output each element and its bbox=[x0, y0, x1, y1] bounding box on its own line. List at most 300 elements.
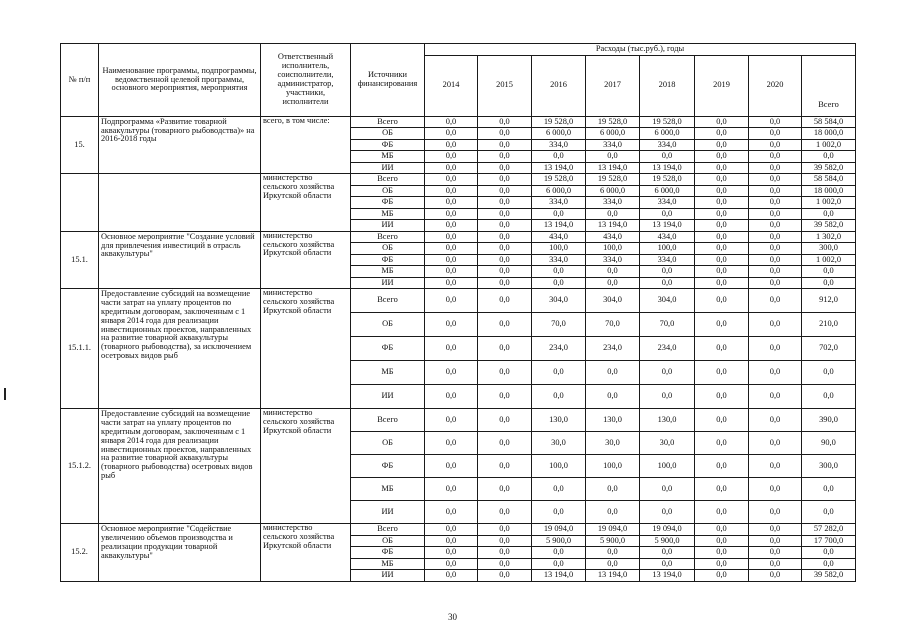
value-cell: 19 528,0 bbox=[640, 174, 695, 186]
row-title: Предоставление субсидий на возмещение части затрат на уплату процентов по кредитным договорам, заключенным с 1 января 2014 года для реализации инвестиционных проектов, направленных на развитие товарной аквакультуры (товарного рыбоводства), за исключением осетровых видов рыб bbox=[99, 289, 261, 409]
total-cell: 300,0 bbox=[802, 243, 856, 255]
value-cell: 0,0 bbox=[749, 501, 802, 524]
source-cell: ОБ bbox=[351, 185, 425, 197]
value-cell: 6 000,0 bbox=[586, 185, 640, 197]
value-cell: 0,0 bbox=[478, 254, 532, 266]
value-cell: 0,0 bbox=[425, 361, 478, 385]
value-cell: 0,0 bbox=[749, 432, 802, 455]
total-cell: 0,0 bbox=[802, 208, 856, 220]
row-number-empty bbox=[61, 174, 99, 232]
value-cell: 0,0 bbox=[478, 558, 532, 570]
value-cell: 70,0 bbox=[586, 313, 640, 337]
value-cell: 0,0 bbox=[640, 478, 695, 501]
value-cell: 0,0 bbox=[425, 478, 478, 501]
value-cell: 0,0 bbox=[695, 361, 749, 385]
value-cell: 0,0 bbox=[749, 139, 802, 151]
value-cell: 0,0 bbox=[695, 185, 749, 197]
header-source: Источники финансирования bbox=[351, 44, 425, 117]
value-cell: 0,0 bbox=[749, 116, 802, 128]
value-cell: 0,0 bbox=[586, 151, 640, 163]
value-cell: 0,0 bbox=[425, 289, 478, 313]
row-title: Предоставление субсидий на возмещение части затрат на уплату процентов по кредитным договорам, заключенным с 1 января 2014 года для реализации инвестиционных проектов, направленных на развитие товарной аквакультуры (товарного рыбоводства) осетровых видов рыб bbox=[99, 409, 261, 524]
source-cell: ФБ bbox=[351, 197, 425, 209]
total-cell: 0,0 bbox=[802, 385, 856, 409]
value-cell: 0,0 bbox=[586, 361, 640, 385]
value-cell: 0,0 bbox=[695, 208, 749, 220]
value-cell: 0,0 bbox=[425, 128, 478, 140]
value-cell: 0,0 bbox=[425, 197, 478, 209]
header-year: 2017 bbox=[586, 55, 640, 116]
value-cell: 30,0 bbox=[532, 432, 586, 455]
value-cell: 234,0 bbox=[532, 337, 586, 361]
value-cell: 0,0 bbox=[749, 185, 802, 197]
value-cell: 0,0 bbox=[695, 478, 749, 501]
value-cell: 0,0 bbox=[749, 174, 802, 186]
header-exec: Ответственный исполнитель, соисполнители, администратор, участники, исполнители bbox=[261, 44, 351, 117]
row-number: 15.1. bbox=[61, 231, 99, 289]
value-cell: 0,0 bbox=[749, 162, 802, 174]
total-cell: 1 002,0 bbox=[802, 197, 856, 209]
table-body bbox=[61, 116, 856, 581]
value-cell: 0,0 bbox=[425, 385, 478, 409]
source-cell: МБ bbox=[351, 478, 425, 501]
source-cell: Всего bbox=[351, 289, 425, 313]
value-cell: 0,0 bbox=[640, 361, 695, 385]
value-cell: 13 194,0 bbox=[532, 570, 586, 582]
total-cell: 39 582,0 bbox=[802, 570, 856, 582]
source-cell: ОБ bbox=[351, 313, 425, 337]
value-cell: 100,0 bbox=[640, 243, 695, 255]
total-cell: 57 282,0 bbox=[802, 524, 856, 536]
value-cell: 334,0 bbox=[532, 139, 586, 151]
value-cell: 0,0 bbox=[532, 558, 586, 570]
value-cell: 0,0 bbox=[478, 128, 532, 140]
total-cell: 702,0 bbox=[802, 337, 856, 361]
total-cell: 0,0 bbox=[802, 361, 856, 385]
value-cell: 0,0 bbox=[425, 455, 478, 478]
value-cell: 0,0 bbox=[425, 501, 478, 524]
total-cell: 18 000,0 bbox=[802, 185, 856, 197]
header-year: 2016 bbox=[532, 55, 586, 116]
executor-cell: министерство сельского хозяйства Иркутской области bbox=[261, 231, 351, 289]
value-cell: 0,0 bbox=[478, 277, 532, 289]
value-cell: 0,0 bbox=[695, 337, 749, 361]
value-cell: 0,0 bbox=[640, 558, 695, 570]
source-cell: ИИ bbox=[351, 501, 425, 524]
value-cell: 0,0 bbox=[640, 151, 695, 163]
value-cell: 0,0 bbox=[695, 139, 749, 151]
value-cell: 0,0 bbox=[478, 501, 532, 524]
total-cell: 0,0 bbox=[802, 478, 856, 501]
value-cell: 0,0 bbox=[586, 558, 640, 570]
table-row bbox=[61, 409, 856, 432]
value-cell: 0,0 bbox=[478, 455, 532, 478]
source-cell: ИИ bbox=[351, 162, 425, 174]
value-cell: 0,0 bbox=[640, 277, 695, 289]
source-cell: ФБ bbox=[351, 547, 425, 559]
value-cell: 0,0 bbox=[586, 547, 640, 559]
value-cell: 0,0 bbox=[695, 432, 749, 455]
source-cell: МБ bbox=[351, 361, 425, 385]
total-cell: 58 584,0 bbox=[802, 174, 856, 186]
value-cell: 0,0 bbox=[425, 220, 478, 232]
total-cell: 1 002,0 bbox=[802, 139, 856, 151]
value-cell: 0,0 bbox=[695, 151, 749, 163]
value-cell: 334,0 bbox=[532, 197, 586, 209]
value-cell: 0,0 bbox=[478, 243, 532, 255]
value-cell: 0,0 bbox=[425, 185, 478, 197]
value-cell: 0,0 bbox=[695, 385, 749, 409]
table-header bbox=[61, 44, 856, 117]
value-cell: 0,0 bbox=[586, 385, 640, 409]
source-cell: ФБ bbox=[351, 139, 425, 151]
total-cell: 210,0 bbox=[802, 313, 856, 337]
value-cell: 0,0 bbox=[749, 524, 802, 536]
value-cell: 0,0 bbox=[695, 524, 749, 536]
margin-mark bbox=[4, 388, 6, 400]
value-cell: 0,0 bbox=[425, 409, 478, 432]
value-cell: 334,0 bbox=[586, 139, 640, 151]
value-cell: 19 094,0 bbox=[586, 524, 640, 536]
value-cell: 0,0 bbox=[532, 277, 586, 289]
value-cell: 100,0 bbox=[640, 455, 695, 478]
total-cell: 1 302,0 bbox=[802, 231, 856, 243]
value-cell: 0,0 bbox=[425, 535, 478, 547]
value-cell: 0,0 bbox=[478, 337, 532, 361]
value-cell: 13 194,0 bbox=[532, 162, 586, 174]
total-cell: 0,0 bbox=[802, 501, 856, 524]
total-cell: 58 584,0 bbox=[802, 116, 856, 128]
value-cell: 0,0 bbox=[478, 432, 532, 455]
value-cell: 0,0 bbox=[695, 231, 749, 243]
source-cell: ОБ bbox=[351, 432, 425, 455]
total-cell: 390,0 bbox=[802, 409, 856, 432]
value-cell: 0,0 bbox=[425, 558, 478, 570]
value-cell: 100,0 bbox=[586, 243, 640, 255]
value-cell: 0,0 bbox=[586, 277, 640, 289]
value-cell: 0,0 bbox=[478, 174, 532, 186]
value-cell: 0,0 bbox=[478, 266, 532, 278]
value-cell: 0,0 bbox=[532, 151, 586, 163]
total-cell: 912,0 bbox=[802, 289, 856, 313]
value-cell: 19 094,0 bbox=[640, 524, 695, 536]
header-year: 2019 bbox=[695, 55, 749, 116]
source-cell: МБ bbox=[351, 208, 425, 220]
value-cell: 0,0 bbox=[749, 337, 802, 361]
row-number: 15.1.1. bbox=[61, 289, 99, 409]
table-row bbox=[61, 524, 856, 536]
value-cell: 6 000,0 bbox=[532, 128, 586, 140]
value-cell: 0,0 bbox=[478, 361, 532, 385]
header-year: 2018 bbox=[640, 55, 695, 116]
value-cell: 334,0 bbox=[640, 254, 695, 266]
source-cell: МБ bbox=[351, 151, 425, 163]
value-cell: 0,0 bbox=[749, 128, 802, 140]
total-cell: 39 582,0 bbox=[802, 162, 856, 174]
value-cell: 0,0 bbox=[695, 116, 749, 128]
header-total: Всего bbox=[802, 55, 856, 116]
value-cell: 70,0 bbox=[640, 313, 695, 337]
row-title-empty bbox=[99, 174, 261, 232]
header-name: Наименование программы, подпрограммы, ведомственной целевой программы, основного мероприятия, мероприятия bbox=[99, 44, 261, 117]
value-cell: 0,0 bbox=[695, 266, 749, 278]
header-year: 2015 bbox=[478, 55, 532, 116]
value-cell: 0,0 bbox=[640, 266, 695, 278]
value-cell: 434,0 bbox=[640, 231, 695, 243]
value-cell: 0,0 bbox=[586, 208, 640, 220]
value-cell: 0,0 bbox=[425, 116, 478, 128]
value-cell: 0,0 bbox=[749, 409, 802, 432]
value-cell: 0,0 bbox=[478, 547, 532, 559]
total-cell: 300,0 bbox=[802, 455, 856, 478]
table-row bbox=[61, 174, 856, 186]
value-cell: 434,0 bbox=[586, 231, 640, 243]
value-cell: 0,0 bbox=[586, 266, 640, 278]
value-cell: 334,0 bbox=[640, 139, 695, 151]
row-title: Основное мероприятие "Содействие увеличению объемов производства и реализации продукции товарной аквакультуры" bbox=[99, 524, 261, 582]
value-cell: 0,0 bbox=[749, 243, 802, 255]
value-cell: 0,0 bbox=[425, 570, 478, 582]
total-cell: 0,0 bbox=[802, 558, 856, 570]
source-cell: МБ bbox=[351, 266, 425, 278]
value-cell: 0,0 bbox=[425, 208, 478, 220]
value-cell: 0,0 bbox=[425, 151, 478, 163]
value-cell: 0,0 bbox=[640, 501, 695, 524]
value-cell: 0,0 bbox=[478, 220, 532, 232]
value-cell: 0,0 bbox=[695, 409, 749, 432]
source-cell: ОБ bbox=[351, 535, 425, 547]
value-cell: 0,0 bbox=[695, 197, 749, 209]
row-number: 15.2. bbox=[61, 524, 99, 582]
value-cell: 234,0 bbox=[586, 337, 640, 361]
value-cell: 0,0 bbox=[749, 547, 802, 559]
value-cell: 6 000,0 bbox=[586, 128, 640, 140]
value-cell: 0,0 bbox=[478, 139, 532, 151]
source-cell: ФБ bbox=[351, 254, 425, 266]
value-cell: 70,0 bbox=[532, 313, 586, 337]
value-cell: 0,0 bbox=[695, 570, 749, 582]
value-cell: 6 000,0 bbox=[640, 185, 695, 197]
value-cell: 0,0 bbox=[425, 231, 478, 243]
executor-cell: министерство сельского хозяйства Иркутской области bbox=[261, 409, 351, 524]
value-cell: 0,0 bbox=[478, 570, 532, 582]
value-cell: 0,0 bbox=[425, 524, 478, 536]
value-cell: 0,0 bbox=[532, 208, 586, 220]
value-cell: 19 528,0 bbox=[640, 116, 695, 128]
value-cell: 13 194,0 bbox=[586, 220, 640, 232]
value-cell: 0,0 bbox=[532, 385, 586, 409]
value-cell: 0,0 bbox=[695, 547, 749, 559]
executor-cell: министерство сельского хозяйства Иркутской области bbox=[261, 174, 351, 232]
value-cell: 13 194,0 bbox=[640, 570, 695, 582]
value-cell: 0,0 bbox=[478, 151, 532, 163]
total-cell: 0,0 bbox=[802, 277, 856, 289]
value-cell: 0,0 bbox=[425, 254, 478, 266]
value-cell: 0,0 bbox=[478, 478, 532, 501]
value-cell: 0,0 bbox=[749, 231, 802, 243]
value-cell: 19 528,0 bbox=[586, 116, 640, 128]
executor-cell: министерство сельского хозяйства Иркутской области bbox=[261, 524, 351, 582]
value-cell: 0,0 bbox=[640, 208, 695, 220]
value-cell: 0,0 bbox=[478, 313, 532, 337]
value-cell: 0,0 bbox=[749, 220, 802, 232]
value-cell: 100,0 bbox=[586, 455, 640, 478]
value-cell: 0,0 bbox=[695, 535, 749, 547]
value-cell: 0,0 bbox=[695, 313, 749, 337]
value-cell: 0,0 bbox=[425, 174, 478, 186]
row-number: 15. bbox=[61, 116, 99, 174]
value-cell: 0,0 bbox=[425, 337, 478, 361]
value-cell: 13 194,0 bbox=[640, 162, 695, 174]
value-cell: 0,0 bbox=[749, 151, 802, 163]
value-cell: 0,0 bbox=[478, 185, 532, 197]
total-cell: 0,0 bbox=[802, 547, 856, 559]
source-cell: ИИ bbox=[351, 277, 425, 289]
value-cell: 0,0 bbox=[695, 455, 749, 478]
page-number: 30 bbox=[448, 612, 457, 622]
value-cell: 0,0 bbox=[425, 547, 478, 559]
value-cell: 0,0 bbox=[425, 432, 478, 455]
value-cell: 0,0 bbox=[749, 455, 802, 478]
executor-cell: министерство сельского хозяйства Иркутской области bbox=[261, 289, 351, 409]
value-cell: 0,0 bbox=[749, 535, 802, 547]
value-cell: 13 194,0 bbox=[532, 220, 586, 232]
source-cell: Всего bbox=[351, 231, 425, 243]
value-cell: 0,0 bbox=[695, 277, 749, 289]
table-row bbox=[61, 116, 856, 128]
value-cell: 0,0 bbox=[695, 220, 749, 232]
value-cell: 30,0 bbox=[586, 432, 640, 455]
value-cell: 30,0 bbox=[640, 432, 695, 455]
budget-table bbox=[60, 43, 856, 582]
value-cell: 334,0 bbox=[586, 197, 640, 209]
total-cell: 0,0 bbox=[802, 151, 856, 163]
total-cell: 90,0 bbox=[802, 432, 856, 455]
value-cell: 0,0 bbox=[532, 266, 586, 278]
value-cell: 0,0 bbox=[478, 535, 532, 547]
value-cell: 0,0 bbox=[695, 289, 749, 313]
value-cell: 130,0 bbox=[640, 409, 695, 432]
value-cell: 0,0 bbox=[640, 547, 695, 559]
value-cell: 0,0 bbox=[695, 174, 749, 186]
value-cell: 0,0 bbox=[749, 266, 802, 278]
value-cell: 434,0 bbox=[532, 231, 586, 243]
value-cell: 19 528,0 bbox=[532, 116, 586, 128]
value-cell: 130,0 bbox=[586, 409, 640, 432]
total-cell: 18 000,0 bbox=[802, 128, 856, 140]
row-title: Подпрограмма «Развитие товарной аквакультуры (товарного рыбоводства)» на 2016-2018 годы bbox=[99, 116, 261, 174]
value-cell: 0,0 bbox=[749, 289, 802, 313]
value-cell: 130,0 bbox=[532, 409, 586, 432]
executor-cell: всего, в том числе: bbox=[261, 116, 351, 174]
value-cell: 0,0 bbox=[478, 208, 532, 220]
value-cell: 19 528,0 bbox=[586, 174, 640, 186]
source-cell: Всего bbox=[351, 174, 425, 186]
value-cell: 0,0 bbox=[478, 289, 532, 313]
source-cell: ФБ bbox=[351, 455, 425, 478]
value-cell: 0,0 bbox=[532, 501, 586, 524]
total-cell: 17 700,0 bbox=[802, 535, 856, 547]
value-cell: 0,0 bbox=[478, 197, 532, 209]
value-cell: 334,0 bbox=[532, 254, 586, 266]
value-cell: 5 900,0 bbox=[640, 535, 695, 547]
value-cell: 0,0 bbox=[749, 478, 802, 501]
value-cell: 0,0 bbox=[695, 162, 749, 174]
value-cell: 0,0 bbox=[695, 243, 749, 255]
value-cell: 0,0 bbox=[478, 231, 532, 243]
value-cell: 0,0 bbox=[532, 478, 586, 501]
value-cell: 0,0 bbox=[478, 162, 532, 174]
header-year: 2014 bbox=[425, 55, 478, 116]
value-cell: 0,0 bbox=[478, 524, 532, 536]
value-cell: 0,0 bbox=[425, 243, 478, 255]
value-cell: 0,0 bbox=[532, 547, 586, 559]
value-cell: 0,0 bbox=[478, 409, 532, 432]
source-cell: Всего bbox=[351, 409, 425, 432]
source-cell: Всего bbox=[351, 524, 425, 536]
value-cell: 304,0 bbox=[640, 289, 695, 313]
value-cell: 304,0 bbox=[532, 289, 586, 313]
value-cell: 234,0 bbox=[640, 337, 695, 361]
value-cell: 5 900,0 bbox=[532, 535, 586, 547]
value-cell: 19 094,0 bbox=[532, 524, 586, 536]
value-cell: 0,0 bbox=[749, 254, 802, 266]
value-cell: 0,0 bbox=[532, 361, 586, 385]
source-cell: Всего bbox=[351, 116, 425, 128]
value-cell: 100,0 bbox=[532, 243, 586, 255]
value-cell: 0,0 bbox=[749, 361, 802, 385]
header-year: 2020 bbox=[749, 55, 802, 116]
row-title: Основное мероприятие "Создание условий для привлечения инвестиций в отрасль аквакультуры" bbox=[99, 231, 261, 289]
value-cell: 0,0 bbox=[586, 501, 640, 524]
value-cell: 0,0 bbox=[695, 558, 749, 570]
source-cell: ИИ bbox=[351, 220, 425, 232]
value-cell: 304,0 bbox=[586, 289, 640, 313]
value-cell: 334,0 bbox=[586, 254, 640, 266]
header-expenses: Расходы (тыс.руб.), годы bbox=[425, 44, 856, 56]
value-cell: 100,0 bbox=[532, 455, 586, 478]
value-cell: 6 000,0 bbox=[640, 128, 695, 140]
value-cell: 13 194,0 bbox=[586, 570, 640, 582]
value-cell: 0,0 bbox=[478, 385, 532, 409]
value-cell: 0,0 bbox=[478, 116, 532, 128]
value-cell: 0,0 bbox=[425, 277, 478, 289]
source-cell: ИИ bbox=[351, 570, 425, 582]
value-cell: 6 000,0 bbox=[532, 185, 586, 197]
source-cell: ФБ bbox=[351, 337, 425, 361]
value-cell: 0,0 bbox=[749, 570, 802, 582]
value-cell: 0,0 bbox=[749, 197, 802, 209]
row-number: 15.1.2. bbox=[61, 409, 99, 524]
table-row bbox=[61, 289, 856, 313]
table-row bbox=[61, 231, 856, 243]
value-cell: 0,0 bbox=[749, 385, 802, 409]
source-cell: ОБ bbox=[351, 243, 425, 255]
value-cell: 0,0 bbox=[749, 313, 802, 337]
value-cell: 0,0 bbox=[749, 558, 802, 570]
value-cell: 0,0 bbox=[749, 208, 802, 220]
value-cell: 0,0 bbox=[640, 385, 695, 409]
value-cell: 0,0 bbox=[749, 277, 802, 289]
total-cell: 1 002,0 bbox=[802, 254, 856, 266]
value-cell: 0,0 bbox=[695, 501, 749, 524]
source-cell: ИИ bbox=[351, 385, 425, 409]
value-cell: 0,0 bbox=[425, 162, 478, 174]
value-cell: 0,0 bbox=[695, 254, 749, 266]
source-cell: ОБ bbox=[351, 128, 425, 140]
value-cell: 0,0 bbox=[695, 128, 749, 140]
value-cell: 0,0 bbox=[425, 313, 478, 337]
